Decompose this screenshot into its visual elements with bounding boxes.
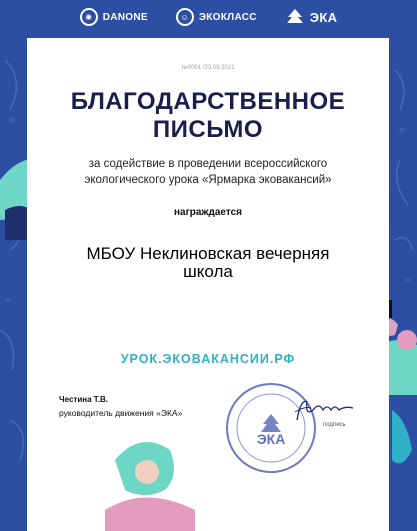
certificate-card [27, 38, 389, 531]
signer-name: Честина Т.В. [59, 395, 108, 404]
danone-logo: ✺ DANONE [80, 8, 148, 26]
recipient-name [47, 245, 369, 281]
eka-tree-icon [285, 8, 305, 26]
signer-role: руководитель движения «ЭКА» [59, 408, 183, 418]
signature-label: подпись [323, 422, 346, 428]
subtitle-line-1: за содействие в проведении всероссийского [88, 158, 328, 170]
website-link: УРОК.ЭКОВАКАНСИИ.РФ [120, 352, 296, 366]
subtitle-line-2: экологического урока «Ярмарка эковакансий» [84, 174, 332, 186]
bottom-illustration [95, 430, 205, 531]
eka-logo: ЭКА [285, 8, 337, 26]
title-line-1: БЛАГОДАРСТВЕННОЕ [70, 88, 346, 115]
right-bottom-illustration [387, 400, 417, 480]
recipient-line-2: школа [183, 262, 233, 281]
ekoklass-icon: ☺ [176, 8, 194, 26]
title-line-2: ПИСЬМО [152, 116, 264, 143]
recipient-line-1: МБОУ Неклиновская вечерняя [86, 244, 330, 263]
partner-logos [0, 0, 417, 34]
stamp-text: ЭКА [256, 431, 286, 447]
ekoklass-logo: ☺ ЭКОКЛАСС [176, 8, 257, 26]
awarded-label: награждается [173, 207, 243, 218]
certificate-subtitle [57, 156, 359, 188]
document-number: №0001 /23.09.2021 [181, 65, 235, 71]
certificate-title [27, 88, 389, 144]
danone-icon: ✺ [80, 8, 98, 26]
